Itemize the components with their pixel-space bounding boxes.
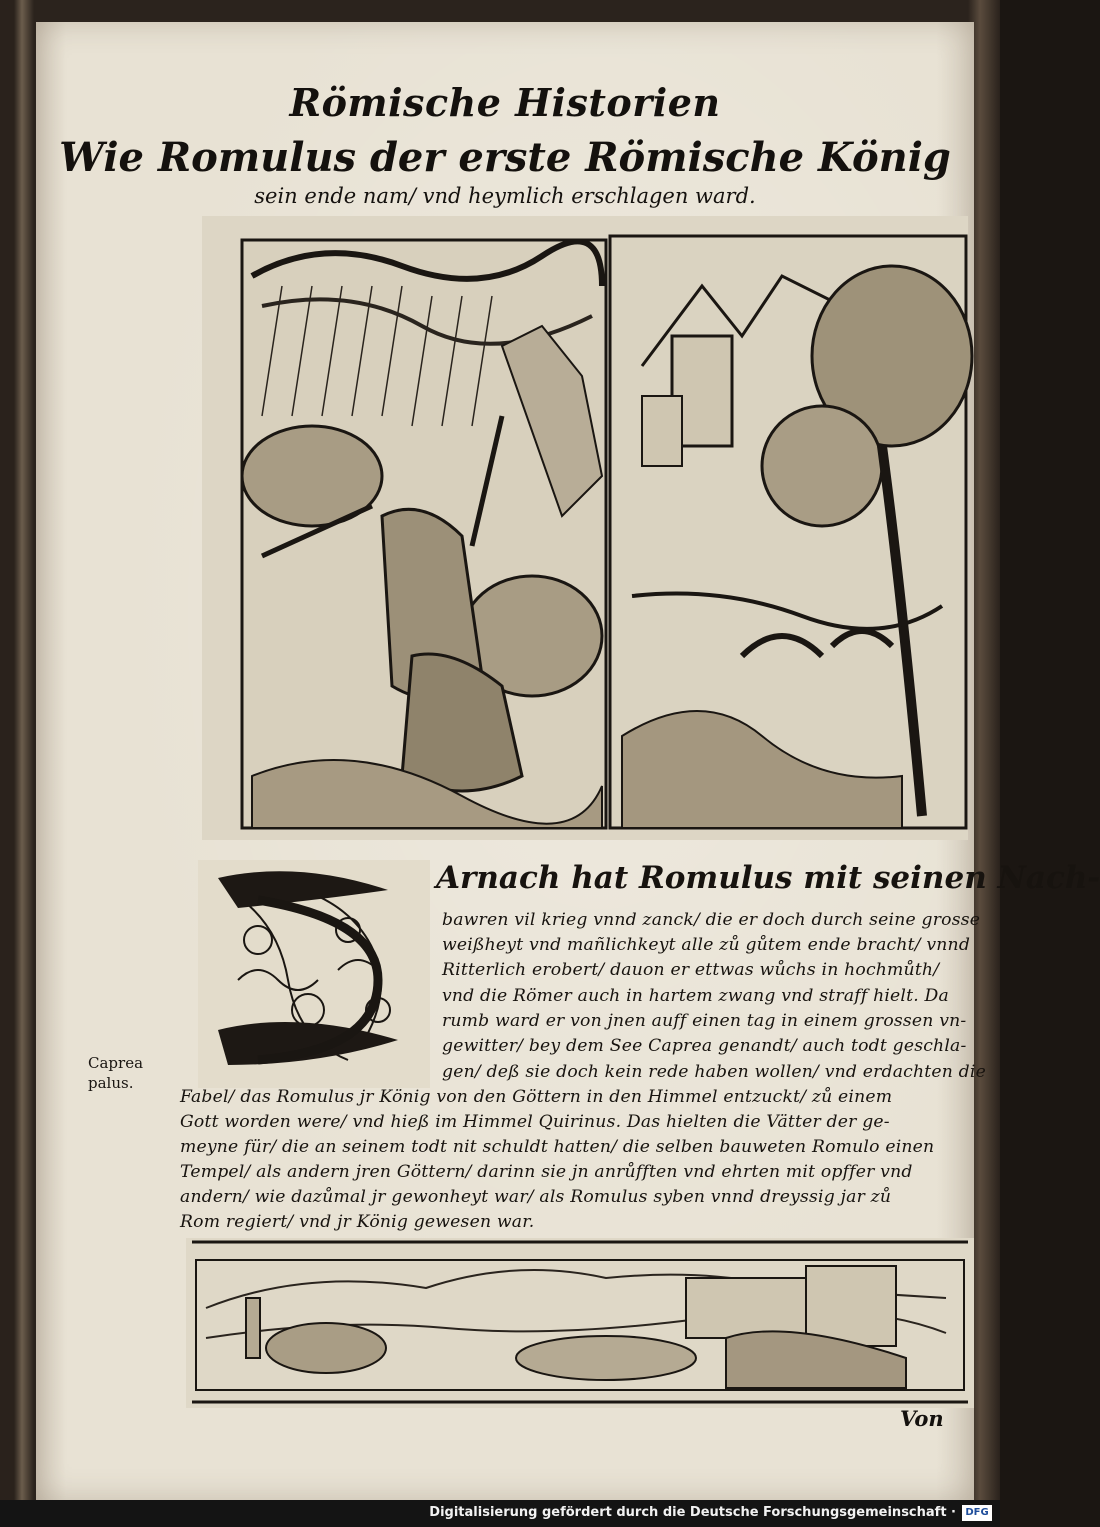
dfg-logo-icon: DFG [962, 1505, 992, 1521]
body-line: Tempel/ als andern jren Göttern/ darinn sie jn anrůfften vnd ehrten mit opffer vnd [180, 1162, 913, 1182]
book-page [36, 22, 1100, 1500]
body-line: gewitter/ bey dem See Caprea genandt/ auch todt geschla- [442, 1036, 967, 1056]
body-line: Ritterlich erobert/ dauon er ettwas wůchs in hochmůth/ [442, 960, 940, 980]
woodcut-illustration [202, 216, 968, 840]
chapter-title: Wie Romulus der erste Römische König [59, 134, 951, 181]
catchword: Von [900, 1406, 944, 1431]
body-line: Gott worden were/ vnd hieß im Himmel Quirinus. Das hielten die Vätter der ge- [180, 1112, 890, 1132]
margin-note-line2: palus. [88, 1074, 134, 1092]
body-line: andern/ wie dazůmal jr gewonheyt war/ als Romulus syben vnnd dreyssig jar zů [180, 1187, 892, 1207]
body-line: rumb ward er von jnen auff einen tag in einem grossen vn- [442, 1011, 967, 1031]
body-line: Fabel/ das Romulus jr König von den Göttern in den Himmel entzuckt/ zů einem [180, 1087, 893, 1107]
decorated-initial-d [198, 860, 430, 1088]
body-line: bawren vil krieg vnnd zanck/ die er doch durch seine grosse [442, 910, 981, 930]
chapter-subtitle: sein ende nam/ vnd heymlich erschlagen ward. [254, 184, 756, 208]
woodcut-right-panel [610, 236, 972, 828]
body-line: weißheyt vnd mañlichkeyt alle zů gůtem ende bracht/ vnnd [442, 935, 971, 955]
body-first-line: Arnach hat Romulus mit seinen Nach- [436, 860, 1100, 896]
footer-bar [0, 1500, 1000, 1527]
body-line: gen/ deß sie doch kein rede haben wollen/ vnd erdachten die [442, 1062, 986, 1082]
footer-credit: Digitalisierung gefördert durch die Deutsche Forschungsgemeinschaft · [429, 1505, 956, 1520]
body-line: Rom regiert/ vnd jr König gewesen war. [180, 1212, 535, 1232]
woodcut-left-panel [242, 240, 606, 828]
landscape-woodcut [186, 1238, 974, 1408]
margin-note-line1: Caprea [88, 1054, 144, 1072]
body-line: vnd die Römer auch in hartem zwang vnd straff hielt. Da [442, 986, 949, 1006]
running-title: Römische Historien [289, 80, 721, 125]
body-line: meyne für/ die an seinem todt nit schuldt hatten/ die selben bauweten Romulo einen [180, 1137, 935, 1157]
